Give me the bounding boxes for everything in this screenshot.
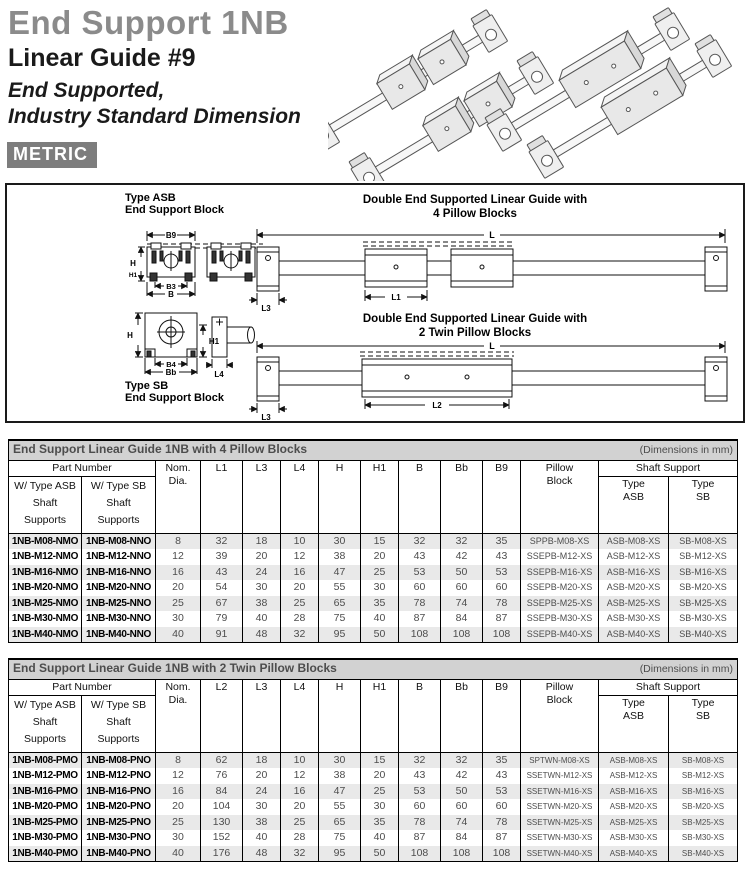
pillow-block-cell: SSETWN-M30-XS	[521, 830, 599, 846]
dim-label-l3-top: L3	[261, 304, 271, 313]
dim-cell: 38	[319, 768, 361, 784]
dim-cell: 60	[483, 580, 521, 596]
asb-block-label-line1: Type ASB	[125, 192, 176, 204]
nom-dia-cell: 16	[156, 565, 201, 581]
part-number-asb-cell: 1NB-M12-NMO	[9, 549, 82, 565]
dim-cell: 95	[319, 627, 361, 643]
part-number-sb-cell: 1NB-M40-PNO	[82, 846, 156, 862]
dim-cell: 48	[243, 627, 281, 643]
dim-label-bb: Bb	[165, 368, 177, 377]
pillow-block-cell: SSEPB-M25-XS	[521, 596, 599, 612]
dim-cell: 54	[201, 580, 243, 596]
part-number-asb-cell: 1NB-M40-PMO	[9, 846, 82, 862]
col-header-pillow-block: Pillow Block	[521, 460, 599, 533]
col-header-b: B	[399, 679, 441, 752]
col-header-l4: L4	[281, 460, 319, 533]
col-header-b: B	[399, 460, 441, 533]
spec-row	[9, 596, 738, 612]
spec-row	[9, 580, 738, 596]
dim-label-l2: L2	[432, 401, 442, 410]
dim-cell: 53	[399, 565, 441, 581]
dim-cell: 30	[361, 799, 399, 815]
col-header-sb-part: W/ Type SB Shaft Supports	[82, 695, 156, 752]
pillow-block-cell: SPTWN-M08-XS	[521, 752, 599, 768]
tagline-line-1: End Supported,	[8, 79, 165, 102]
four-block-title-line2: 4 Pillow Blocks	[433, 208, 517, 220]
dim-cell: 43	[201, 565, 243, 581]
shaft-support-sb-cell: SB-M16-XS	[669, 565, 738, 581]
dim-cell: 28	[281, 830, 319, 846]
part-number-sb-cell: 1NB-M16-PNO	[82, 784, 156, 800]
dim-cell: 16	[281, 784, 319, 800]
dim-cell: 84	[441, 611, 483, 627]
dim-cell: 53	[483, 565, 521, 581]
col-header-nom-dia: Nom. Dia.	[156, 460, 201, 533]
shaft-support-asb-cell: ASB-M08-XS	[599, 752, 669, 768]
dim-cell: 30	[361, 580, 399, 596]
shaft-support-sb-cell: SB-M25-XS	[669, 596, 738, 612]
dim-cell: 43	[399, 549, 441, 565]
col-header-l4: L4	[281, 679, 319, 752]
twin-block-title-line2: 2 Twin Pillow Blocks	[418, 327, 532, 339]
dim-cell: 35	[361, 596, 399, 612]
nom-dia-cell: 16	[156, 784, 201, 800]
tagline-line-2: Industry Standard Dimension	[8, 105, 301, 128]
dim-cell: 78	[399, 596, 441, 612]
nom-dia-cell: 8	[156, 752, 201, 768]
spec-row	[9, 549, 738, 565]
dim-cell: 87	[399, 830, 441, 846]
dim-cell: 40	[361, 830, 399, 846]
dim-label-h1-asb: H1	[128, 272, 138, 279]
table1-dimensions-note: (Dimensions in mm)	[639, 444, 734, 456]
pillow-block-cell: SSEPB-M30-XS	[521, 611, 599, 627]
shaft-support-sb-cell: SB-M40-XS	[669, 846, 738, 862]
dim-cell: 55	[319, 580, 361, 596]
col-header-part-number: Part Number	[9, 679, 156, 695]
col-header-shaft-support: Shaft Support	[599, 679, 738, 695]
pillow-block-cell: SSETWN-M20-XS	[521, 799, 599, 815]
dim-cell: 176	[201, 846, 243, 862]
dim-cell: 74	[441, 815, 483, 831]
dim-label-l3-bottom: L3	[261, 413, 271, 421]
part-number-sb-cell: 1NB-M25-NNO	[82, 596, 156, 612]
dim-cell: 104	[201, 799, 243, 815]
dim-cell: 35	[483, 752, 521, 768]
dim-cell: 20	[243, 549, 281, 565]
col-header-type-sb: Type SB	[669, 476, 738, 533]
dim-cell: 50	[361, 627, 399, 643]
pillow-block-cell: SSETWN-M16-XS	[521, 784, 599, 800]
dim-cell: 47	[319, 784, 361, 800]
pillow-block-cell: SPPB-M08-XS	[521, 533, 599, 549]
dim-cell: 53	[483, 784, 521, 800]
dim-cell: 87	[399, 611, 441, 627]
part-number-sb-cell: 1NB-M12-PNO	[82, 768, 156, 784]
shaft-support-sb-cell: SB-M20-XS	[669, 799, 738, 815]
table2-dimensions-note: (Dimensions in mm)	[639, 663, 734, 675]
part-number-asb-cell: 1NB-M12-PMO	[9, 768, 82, 784]
part-number-asb-cell: 1NB-M30-NMO	[9, 611, 82, 627]
shaft-support-asb-cell: ASB-M25-XS	[599, 815, 669, 831]
dim-cell: 18	[243, 533, 281, 549]
asb-front-view	[138, 231, 263, 296]
col-header-nom-dia: Nom. Dia.	[156, 679, 201, 752]
part-number-asb-cell: 1NB-M08-PMO	[9, 752, 82, 768]
dim-label-l-top: L	[489, 230, 495, 240]
part-number-sb-cell: 1NB-M08-NNO	[82, 533, 156, 549]
table2-body	[9, 752, 738, 862]
metric-badge: METRIC	[7, 142, 97, 168]
shaft-support-sb-cell: SB-M12-XS	[669, 549, 738, 565]
shaft-support-asb-cell: ASB-M40-XS	[599, 627, 669, 643]
dim-cell: 95	[319, 846, 361, 862]
dim-cell: 38	[319, 549, 361, 565]
dim-cell: 20	[361, 768, 399, 784]
dim-cell: 20	[281, 799, 319, 815]
part-number-sb-cell: 1NB-M20-NNO	[82, 580, 156, 596]
spec-table-4-pillow-blocks	[8, 439, 738, 643]
nom-dia-cell: 25	[156, 596, 201, 612]
dim-cell: 48	[243, 846, 281, 862]
dim-cell: 62	[201, 752, 243, 768]
shaft-support-sb-cell: SB-M08-XS	[669, 533, 738, 549]
dim-cell: 30	[243, 799, 281, 815]
dim-label-l4: L4	[214, 370, 224, 379]
four-block-title-line1: Double End Supported Linear Guide with	[362, 194, 588, 206]
nom-dia-cell: 40	[156, 627, 201, 643]
dim-cell: 87	[483, 830, 521, 846]
part-number-asb-cell: 1NB-M08-NMO	[9, 533, 82, 549]
pillow-block-cell: SSEPB-M12-XS	[521, 549, 599, 565]
twin-block-side-view	[249, 341, 727, 413]
part-number-asb-cell: 1NB-M30-PMO	[9, 830, 82, 846]
part-number-asb-cell: 1NB-M20-PMO	[9, 799, 82, 815]
dim-cell: 32	[281, 627, 319, 643]
dim-cell: 42	[441, 768, 483, 784]
nom-dia-cell: 12	[156, 768, 201, 784]
shaft-support-asb-cell: ASB-M20-XS	[599, 799, 669, 815]
part-number-sb-cell: 1NB-M12-NNO	[82, 549, 156, 565]
part-number-asb-cell: 1NB-M16-PMO	[9, 784, 82, 800]
dim-cell: 108	[441, 627, 483, 643]
col-header-l3: L3	[243, 679, 281, 752]
table1-title-row	[9, 440, 738, 460]
dim-cell: 76	[201, 768, 243, 784]
pillow-block-cell: SSEPB-M40-XS	[521, 627, 599, 643]
col-header-h: H	[319, 460, 361, 533]
col-header-bb: Bb	[441, 679, 483, 752]
shaft-support-sb-cell: SB-M12-XS	[669, 768, 738, 784]
dim-cell: 43	[483, 549, 521, 565]
dim-cell: 12	[281, 549, 319, 565]
shaft-support-sb-cell: SB-M30-XS	[669, 611, 738, 627]
dim-cell: 60	[399, 580, 441, 596]
dim-cell: 32	[399, 752, 441, 768]
spec-row	[9, 627, 738, 643]
dim-cell: 79	[201, 611, 243, 627]
spec-row	[9, 533, 738, 549]
dim-cell: 50	[361, 846, 399, 862]
col-header-l3: L3	[243, 460, 281, 533]
col-header-h1: H1	[361, 679, 399, 752]
dim-cell: 75	[319, 830, 361, 846]
dim-cell: 38	[243, 815, 281, 831]
dim-cell: 35	[483, 533, 521, 549]
col-header-l2: L2	[201, 679, 243, 752]
col-header-type-sb: Type SB	[669, 695, 738, 752]
dim-cell: 32	[441, 533, 483, 549]
dim-cell: 108	[483, 627, 521, 643]
asb-block-label-line2: End Support Block	[125, 204, 224, 216]
page-tagline	[8, 78, 301, 130]
dim-cell: 78	[399, 815, 441, 831]
shaft-support-asb-cell: ASB-M40-XS	[599, 846, 669, 862]
pillow-block-cell: SSETWN-M40-XS	[521, 846, 599, 862]
dim-label-h-sb: H	[127, 331, 133, 340]
shaft-support-asb-cell: ASB-M16-XS	[599, 784, 669, 800]
shaft-support-sb-cell: SB-M08-XS	[669, 752, 738, 768]
col-header-l1: L1	[201, 460, 243, 533]
dimension-diagram	[7, 185, 743, 421]
shaft-support-asb-cell: ASB-M12-XS	[599, 768, 669, 784]
nom-dia-cell: 40	[156, 846, 201, 862]
dim-cell: 60	[441, 580, 483, 596]
dim-cell: 40	[243, 611, 281, 627]
spec-row	[9, 799, 738, 815]
part-number-sb-cell: 1NB-M30-PNO	[82, 830, 156, 846]
part-number-sb-cell: 1NB-M20-PNO	[82, 799, 156, 815]
dim-cell: 38	[243, 596, 281, 612]
dim-cell: 10	[281, 752, 319, 768]
dim-cell: 24	[243, 784, 281, 800]
dim-cell: 47	[319, 565, 361, 581]
dim-cell: 53	[399, 784, 441, 800]
dim-cell: 78	[483, 596, 521, 612]
shaft-support-asb-cell: ASB-M16-XS	[599, 565, 669, 581]
dim-cell: 84	[201, 784, 243, 800]
dim-cell: 87	[483, 611, 521, 627]
col-header-h: H	[319, 679, 361, 752]
part-number-asb-cell: 1NB-M25-PMO	[9, 815, 82, 831]
nom-dia-cell: 30	[156, 611, 201, 627]
dim-cell: 32	[281, 846, 319, 862]
dim-cell: 43	[399, 768, 441, 784]
dim-cell: 60	[399, 799, 441, 815]
dim-cell: 67	[201, 596, 243, 612]
col-header-asb-part: W/ Type ASB Shaft Supports	[9, 695, 82, 752]
dim-cell: 20	[361, 549, 399, 565]
dim-cell: 65	[319, 815, 361, 831]
table2-title-row	[9, 659, 738, 679]
dim-cell: 16	[281, 565, 319, 581]
nom-dia-cell: 8	[156, 533, 201, 549]
spec-row	[9, 565, 738, 581]
dim-cell: 30	[319, 533, 361, 549]
dim-cell: 152	[201, 830, 243, 846]
col-header-b9: B9	[483, 679, 521, 752]
col-header-sb-part: W/ Type SB Shaft Supports	[82, 476, 156, 533]
nom-dia-cell: 30	[156, 830, 201, 846]
pillow-block-cell: SSETWN-M25-XS	[521, 815, 599, 831]
dim-cell: 108	[399, 846, 441, 862]
col-header-bb: Bb	[441, 460, 483, 533]
col-header-type-asb: Type ASB	[599, 695, 669, 752]
dim-cell: 130	[201, 815, 243, 831]
table1-title: End Support Linear Guide 1NB with 4 Pillow Blocks	[13, 442, 308, 456]
sb-block-label-line1: Type SB	[125, 380, 169, 392]
spec-row	[9, 752, 738, 768]
twin-block-title-line1: Double End Supported Linear Guide with	[362, 313, 588, 325]
shaft-support-sb-cell: SB-M40-XS	[669, 627, 738, 643]
nom-dia-cell: 12	[156, 549, 201, 565]
part-number-asb-cell: 1NB-M40-NMO	[9, 627, 82, 643]
dim-cell: 50	[441, 784, 483, 800]
col-header-h1: H1	[361, 460, 399, 533]
dim-cell: 40	[243, 830, 281, 846]
dim-cell: 24	[243, 565, 281, 581]
shaft-support-sb-cell: SB-M16-XS	[669, 784, 738, 800]
dim-cell: 15	[361, 533, 399, 549]
dim-cell: 12	[281, 768, 319, 784]
dim-cell: 32	[201, 533, 243, 549]
col-header-type-asb: Type ASB	[599, 476, 669, 533]
dim-cell: 75	[319, 611, 361, 627]
dim-cell: 25	[361, 565, 399, 581]
dim-cell: 60	[483, 799, 521, 815]
nom-dia-cell: 20	[156, 580, 201, 596]
part-number-sb-cell: 1NB-M16-NNO	[82, 565, 156, 581]
dim-cell: 60	[441, 799, 483, 815]
dim-cell: 30	[243, 580, 281, 596]
shaft-support-asb-cell: ASB-M20-XS	[599, 580, 669, 596]
part-number-asb-cell: 1NB-M16-NMO	[9, 565, 82, 581]
dim-cell: 42	[441, 549, 483, 565]
dim-cell: 30	[319, 752, 361, 768]
page-title: End Support 1NB	[8, 4, 289, 41]
dim-cell: 108	[399, 627, 441, 643]
dim-cell: 10	[281, 533, 319, 549]
product-isometric-illustration	[328, 4, 750, 181]
part-number-asb-cell: 1NB-M20-NMO	[9, 580, 82, 596]
dim-cell: 50	[441, 565, 483, 581]
dimension-diagram-panel	[5, 183, 745, 423]
sb-block-label-line2: End Support Block	[125, 392, 224, 404]
pillow-block-cell: SSEPB-M16-XS	[521, 565, 599, 581]
pillow-block-cell: SSEPB-M20-XS	[521, 580, 599, 596]
dim-cell: 28	[281, 611, 319, 627]
sb-front-view	[135, 313, 255, 374]
dim-cell: 40	[361, 611, 399, 627]
spec-row	[9, 846, 738, 862]
shaft-support-sb-cell: SB-M30-XS	[669, 830, 738, 846]
spec-row	[9, 815, 738, 831]
part-number-sb-cell: 1NB-M40-NNO	[82, 627, 156, 643]
dim-cell: 39	[201, 549, 243, 565]
nom-dia-cell: 25	[156, 815, 201, 831]
col-header-shaft-support: Shaft Support	[599, 460, 738, 476]
dim-label-b9: B9	[165, 231, 177, 240]
part-number-asb-cell: 1NB-M25-NMO	[9, 596, 82, 612]
shaft-support-asb-cell: ASB-M30-XS	[599, 830, 669, 846]
col-header-b9: B9	[483, 460, 521, 533]
dim-cell: 84	[441, 830, 483, 846]
pillow-block-cell: SSETWN-M12-XS	[521, 768, 599, 784]
dim-cell: 43	[483, 768, 521, 784]
four-block-side-view	[249, 229, 727, 305]
col-header-part-number: Part Number	[9, 460, 156, 476]
dim-cell: 20	[281, 580, 319, 596]
shaft-support-asb-cell: ASB-M30-XS	[599, 611, 669, 627]
dim-cell: 25	[281, 596, 319, 612]
part-number-sb-cell: 1NB-M25-PNO	[82, 815, 156, 831]
dim-label-h1-sb: H1	[208, 337, 220, 346]
shaft-support-asb-cell: ASB-M08-XS	[599, 533, 669, 549]
shaft-support-asb-cell: ASB-M12-XS	[599, 549, 669, 565]
table2-title: End Support Linear Guide 1NB with 2 Twin Pillow Blocks	[13, 661, 337, 675]
dim-cell: 74	[441, 596, 483, 612]
col-header-pillow-block: Pillow Block	[521, 679, 599, 752]
col-header-asb-part: W/ Type ASB Shaft Supports	[9, 476, 82, 533]
page-subtitle: Linear Guide #9	[8, 44, 196, 72]
dim-label-l1: L1	[391, 293, 401, 302]
dim-cell: 32	[441, 752, 483, 768]
dim-cell: 18	[243, 752, 281, 768]
dim-cell: 55	[319, 799, 361, 815]
shaft-support-sb-cell: SB-M20-XS	[669, 580, 738, 596]
dim-cell: 25	[361, 784, 399, 800]
dim-cell: 25	[281, 815, 319, 831]
dim-cell: 91	[201, 627, 243, 643]
spec-table-2-twin-pillow-blocks	[8, 658, 738, 862]
dim-cell: 108	[441, 846, 483, 862]
spec-row	[9, 611, 738, 627]
dim-cell: 78	[483, 815, 521, 831]
dim-label-l-bottom: L	[489, 341, 495, 351]
spec-row	[9, 768, 738, 784]
dim-cell: 20	[243, 768, 281, 784]
dim-label-b3: B3	[166, 282, 176, 291]
dim-cell: 15	[361, 752, 399, 768]
dim-label-b: B	[168, 290, 174, 299]
shaft-support-asb-cell: ASB-M25-XS	[599, 596, 669, 612]
dim-cell: 65	[319, 596, 361, 612]
spec-row	[9, 830, 738, 846]
dim-cell: 35	[361, 815, 399, 831]
dim-cell: 108	[483, 846, 521, 862]
spec-row	[9, 784, 738, 800]
part-number-sb-cell: 1NB-M30-NNO	[82, 611, 156, 627]
isometric-drawing-icon	[328, 4, 750, 181]
dim-label-b4: B4	[166, 360, 176, 369]
dim-label-h-asb: H	[130, 259, 136, 268]
nom-dia-cell: 20	[156, 799, 201, 815]
part-number-sb-cell: 1NB-M08-PNO	[82, 752, 156, 768]
shaft-support-sb-cell: SB-M25-XS	[669, 815, 738, 831]
dim-cell: 32	[399, 533, 441, 549]
table1-body	[9, 533, 738, 643]
